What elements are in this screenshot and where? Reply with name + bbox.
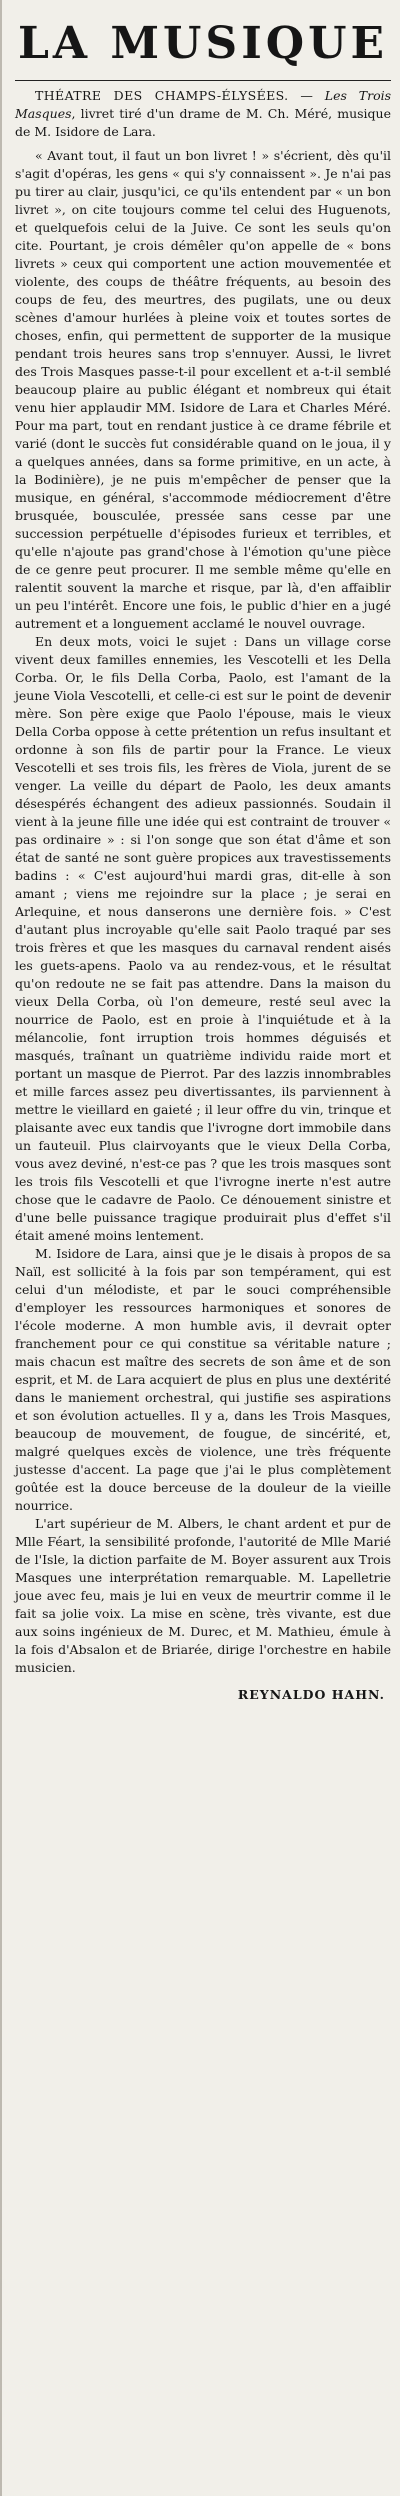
header-dash: — <box>288 88 325 103</box>
masthead-rule <box>15 80 391 81</box>
masthead-title: LA MUSIQUE <box>17 18 389 69</box>
paragraph-plot: En deux mots, voici le sujet : Dans un village corse vivent deux familles ennemies, les Vescotelli et les Della Corba. Or, le fils Della Corba, Paolo, est l'amant de la jeune Viola Vescotelli, et celle-ci est sur le point de devenir mère. Son père exige que Paolo l'épouse, mais le vieux Della Corba oppose à cette prétention un refus insultant et ordonne à son fils de partir pour la France. Le vieux Vescotelli et ses trois fils, les frères de Viola, jurent de se venger. La veille du départ de Paolo, les deux amants désespérés échangent des adieux passionnés. Soudain il vient à la jeune fille une idée qui est contraint de trouver « pas ordinaire » : si l'on songe que son état d'âme et son état de santé ne sont guère propices aux travestissements badins : « C'est aujourd'hui mardi gras, dit-elle à son amant ; viens me rejoindre sur la place ; je serai en Arlequine, et nous danserons une dernière fois. » C'est d'autant plus incroyable qu'elle sait Paolo traqué par ses trois frères et que les masques du carnaval rendent aisés les guets-apens. Paolo va au rendez-vous, et le résultat qu'on redoute ne se fait pas attendre. Dans la maison du vieux Della Corba, où l'on demeure, resté seul avec la nourrice de Paolo, est en proie à l'inquiétude et à la mélancolie, font irruption trois hommes déguisés et masqués, traînant un quatrième individu raide mort et portant un masque de Pierrot. Par des lazzis innombrables et mille farces assez peu divertissantes, ils parviennent à mettre le vieillard en gaieté ; il leur offre du vin, trinque et plaisante avec eux tandis que l'ivrogne dort immobile dans un fauteuil. Plus clairvoyants que le vieux Della Corba, vous avez deviné, n'est-ce pas ? que les trois masques sont les trois fils Vescotelli et que l'ivrogne inerte n'est autre chose que le cadavre de Paolo. Ce dénouement sinistre et d'une belle puissance tragique produirait plus d'effet s'il était amené moins lentement. <box>15 634 391 1243</box>
review-header <box>15 87 391 141</box>
author-signature: REYNALDO HAHN. <box>237 1687 385 1702</box>
paragraph-performers: L'art supérieur de M. Albers, le chant ardent et pur de Mlle Féart, la sensibilité profonde, l'autorité de Mlle Marié de l'Isle, la diction parfaite de M. Boyer assurent aux Trois Masques une interprétation remarquable. M. Lapelletrie joue avec feu, mais je lui en veux de meurtrir comme il le fait sa jolie voix. La mise en scène, très vivante, est due aux soins ingénieux de M. Durec, et M. Mathieu, émule à la fois d'Absalon et de Briarée, dirige l'orchestre en habile musicien. <box>15 1516 391 1675</box>
opera-title: Les Trois Masques <box>15 88 392 121</box>
paragraph-composer: M. Isidore de Lara, ainsi que je le disais à propos de sa Naïl, est sollicité à la fois par son tempérament, qui est celui d'un mélodiste, et par le souci compréhensible d'employer les ressources harmoniques et sonores de l'école moderne. A mon humble avis, il devrait opter franchement pour ce qui constitue sa véritable nature ; mais chacun est maître des secrets de son âme et de son esprit, et M. de Lara acquiert de plus en plus une dextérité dans le maniement orchestral, qui justifie ses aspirations et son évolution actuelles. Il y a, dans les Trois Masques, beaucoup de mouvement, de fougue, de sincérité, et, malgré quelques excès de violence, une très fréquente justesse d'accent. La page que j'ai le plus complètement goûtée est la douce berceuse de la douleur de la vieille nourrice. <box>15 1246 391 1513</box>
theatre-name: THÉATRE DES CHAMPS-ÉLYSÉES. <box>35 88 289 103</box>
paragraph-libretto: « Avant tout, il faut un bon livret ! » s'écrient, dès qu'il s'agit d'opéras, les gens « qui s'y connaissent ». Je n'ai pas pu tirer au clair, jusqu'ici, ce qu'ils entendent par « un bon livret », on cite toujours comme tel celui des Huguenots, et quelquefois celui de la Juive. Ce sont les seuls qu'on cite. Pourtant, je crois démêler qu'on appelle de « bons livrets » ceux qui comportent une action mouvementée et violente, des coups de théâtre fréquents, au besoin des coups de feu, des meurtres, des pugilats, une ou deux scènes d'amour hurlées à pleine voix et toutes sortes de choses, enfin, qui permettent de supporter de la musique pendant trois heures sans trop s'ennuyer. Aussi, le livret des Trois Masques passe-t-il pour excellent et a-t-il semblé beaucoup plaire au public élégant et nombreux qui était venu hier applaudir MM. Isidore de Lara et Charles Méré. Pour ma part, tout en rendant justice à ce drame fébrile et varié (dont le succès fut considérable quand on le joua, il y a quelques années, dans sa forme primitive, en un acte, à la Bodinière), je ne puis m'empêcher de penser que la musique, en général, s'accommode médiocrement d'être brusquée, bousculée, pressée sans cesse par une succession perpétuelle d'épisodes furieux et terribles, et qu'elle n'ajoute pas grand'chose à l'émotion qu'une pièce de ce genre peut procurer. Il me semble même qu'elle en ralentit souvent la marche et risque, par là, d'en affaiblir un peu l'intérêt. Encore une fois, le public d'hier en a jugé autrement et a longuement acclamé le nouvel ouvrage. <box>15 148 391 631</box>
opera-credits: , livret tiré d'un drame de M. Ch. Méré, musique de M. Isidore de Lara. <box>15 106 391 139</box>
